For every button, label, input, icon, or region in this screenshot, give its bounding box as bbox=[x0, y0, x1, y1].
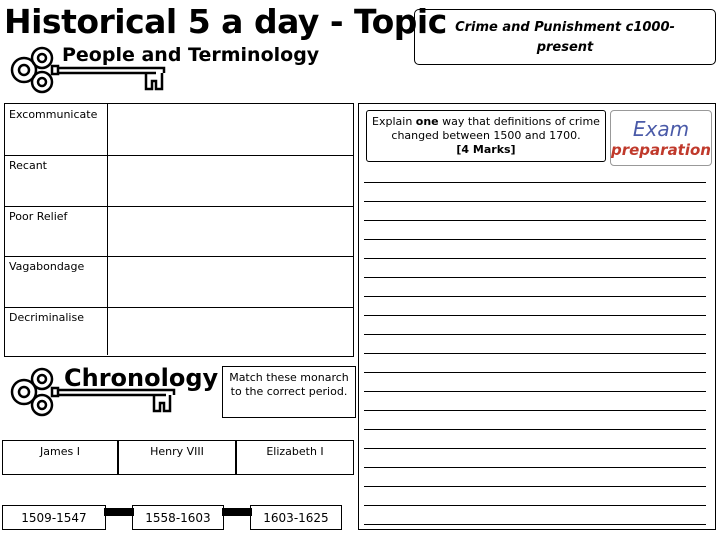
term-answer-cell[interactable] bbox=[107, 307, 353, 355]
period-card[interactable]: 1509-1547 bbox=[2, 505, 106, 530]
answer-line bbox=[364, 296, 706, 297]
term-answer-cell[interactable] bbox=[107, 155, 353, 206]
answer-line bbox=[364, 258, 706, 259]
page-title: Historical 5 a day - Topic bbox=[4, 2, 447, 41]
topic-box: Crime and Punishment c1000-present bbox=[414, 9, 716, 65]
term-label: Poor Relief bbox=[9, 210, 68, 223]
monarch-card[interactable]: Henry VIII bbox=[118, 440, 236, 475]
answer-line bbox=[364, 315, 706, 316]
answer-line bbox=[364, 201, 706, 202]
answer-line bbox=[364, 391, 706, 392]
answer-line bbox=[364, 353, 706, 354]
question-text-end: way that definitions of crime changed between 1500 and 1700. bbox=[391, 115, 600, 142]
term-answer-cell[interactable] bbox=[107, 104, 353, 155]
answer-line bbox=[364, 334, 706, 335]
match-instruction: Match these monarch to the correct period. bbox=[222, 366, 356, 418]
term-answer-cell[interactable] bbox=[107, 206, 353, 256]
answer-line bbox=[364, 239, 706, 240]
answer-line bbox=[364, 429, 706, 430]
term-label: Decriminalise bbox=[9, 311, 84, 324]
answer-line bbox=[364, 467, 706, 468]
timeline-connector bbox=[222, 508, 252, 516]
answer-line bbox=[364, 277, 706, 278]
term-label: Vagabondage bbox=[9, 260, 85, 273]
chronology-title: Chronology bbox=[64, 364, 219, 392]
preparation-logo-word: preparation bbox=[611, 141, 711, 159]
answer-line bbox=[364, 524, 706, 525]
term-row bbox=[5, 206, 353, 257]
monarch-card[interactable]: Elizabeth I bbox=[236, 440, 354, 475]
answer-line bbox=[364, 372, 706, 373]
exam-question bbox=[366, 110, 606, 162]
terminology-table bbox=[4, 103, 354, 357]
answer-line bbox=[364, 505, 706, 506]
answer-line bbox=[364, 486, 706, 487]
answer-line bbox=[364, 182, 706, 183]
question-text-start: Explain bbox=[372, 115, 416, 128]
term-row bbox=[5, 104, 353, 156]
question-marks: [4 Marks] bbox=[456, 143, 516, 156]
question-emphasis: one bbox=[415, 115, 439, 128]
monarch-card[interactable]: James I bbox=[2, 440, 118, 475]
period-card[interactable]: 1603-1625 bbox=[250, 505, 342, 530]
exam-preparation-logo bbox=[610, 110, 712, 166]
timeline-connector bbox=[104, 508, 134, 516]
term-row bbox=[5, 155, 353, 207]
term-row bbox=[5, 256, 353, 308]
term-row bbox=[5, 307, 353, 355]
period-card[interactable]: 1558-1603 bbox=[132, 505, 224, 530]
answer-line bbox=[364, 220, 706, 221]
answer-line bbox=[364, 410, 706, 411]
term-label: Recant bbox=[9, 159, 47, 172]
exam-logo-word: Exam bbox=[632, 117, 690, 141]
term-label: Excommunicate bbox=[9, 108, 98, 121]
section-subtitle: People and Terminology bbox=[62, 44, 320, 66]
answer-line bbox=[364, 448, 706, 449]
term-answer-cell[interactable] bbox=[107, 256, 353, 307]
answer-panel bbox=[358, 103, 716, 530]
